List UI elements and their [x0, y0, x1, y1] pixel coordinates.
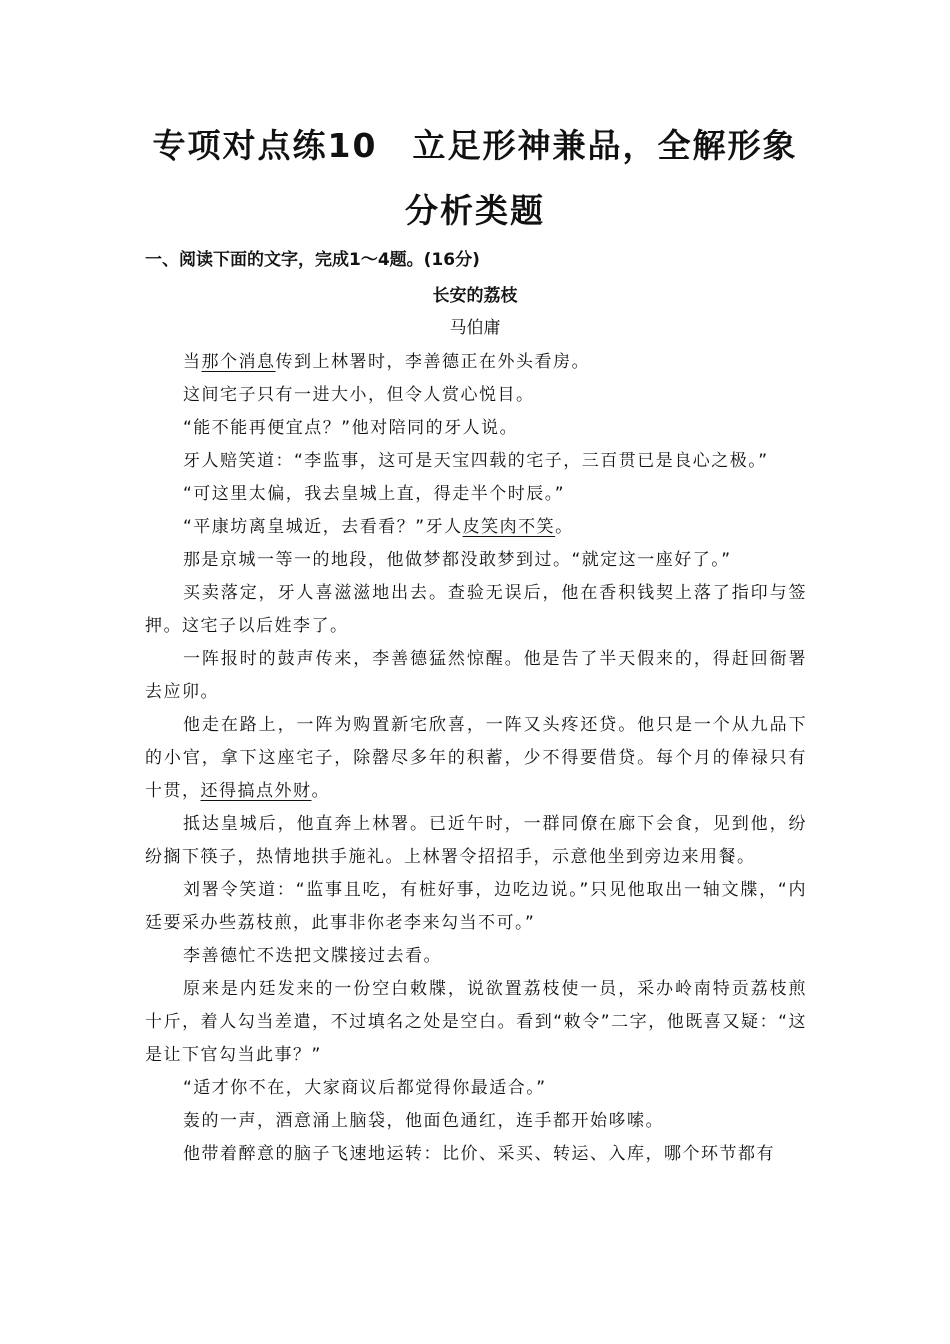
page-title-line-1: 专项对点练10 立足形神兼品，全解形象: [152, 126, 798, 165]
page-title-line-2: 分析类题: [405, 191, 545, 230]
paragraph: 他带着醉意的脑子飞速地运转：比价、采买、转运、入库，哪个环节都有: [183, 1144, 775, 1164]
paragraph: 原来是内廷发来的一份空白敕牒，说欲置荔枝使一员，采办岭南特贡荔枝煎十斤，着人勾当差遣，不过填名之处是空白。看到“敕令”二字，他既喜又疑：“这是让下官勾当此事？”: [145, 979, 807, 1065]
paragraph: 那是京城一等一的地段，他做梦都没敢梦到过。“就定这一座好了。”: [183, 550, 732, 570]
paragraph: “适才你不在，大家商议后都觉得你最适合。”: [183, 1078, 547, 1098]
paragraph: 抵达皇城后，他直奔上林署。已近午时，一群同僚在廊下会食，见到他，纷纷搁下筷子，热情地拱手施礼。上林署令招招手，示意他坐到旁边来用餐。: [145, 814, 807, 867]
paragraph: 当那个消息传到上林署时，李善德正在外头看房。: [183, 352, 590, 372]
section-header: 一、阅读下面的文字，完成1～4题。(16分): [145, 250, 480, 270]
paragraph: 一阵报时的鼓声传来，李善德猛然惊醒。他是告了半天假来的，得赶回衙署去应卯。: [145, 649, 807, 702]
paragraph: 他走在路上，一阵为购置新宅欣喜，一阵又头疼还贷。他只是一个从九品下的小官，拿下这座宅子，除罄尽多年的积蓄，少不得要借贷。每个月的俸禄只有十贯，还得搞点外财。: [145, 715, 807, 801]
paragraph: 轰的一声，酒意涌上脑袋，他面色通红，连手都开始哆嗦。: [183, 1111, 664, 1131]
story-title: 长安的荔枝: [432, 286, 518, 306]
underlined-phrase: 那个消息: [201, 352, 276, 372]
paragraph: “可这里太偏，我去皇城上直，得走半个时辰。”: [183, 484, 566, 504]
paragraph: 刘署令笑道：“监事且吃，有桩好事，边吃边说。”只见他取出一轴文牒，“内廷要采办些荔枝煎，此事非你老李来勾当不可。”: [145, 880, 807, 933]
paragraph: 买卖落定，牙人喜滋滋地出去。查验无误后，他在香积钱契上落了指印与签押。这宅子以后姓李了。: [145, 583, 807, 636]
paragraph: 李善德忙不迭把文牒接过去看。: [183, 946, 442, 966]
story-author: 马伯庸: [449, 318, 501, 338]
paragraph: “能不能再便宜点？”他对陪同的牙人说。: [183, 418, 519, 438]
paragraph: “平康坊离皇城近，去看看？”牙人皮笑肉不笑。: [183, 517, 574, 537]
paragraph: 这间宅子只有一进大小，但令人赏心悦目。: [183, 385, 535, 405]
underlined-phrase: 皮笑肉不笑: [462, 517, 556, 537]
story-body: [145, 346, 807, 1171]
paragraph: 牙人赔笑道：“李监事，这可是天宝四载的宅子，三百贯已是良心之极。”: [183, 451, 769, 471]
underlined-phrase: 还得搞点外财: [200, 781, 312, 801]
